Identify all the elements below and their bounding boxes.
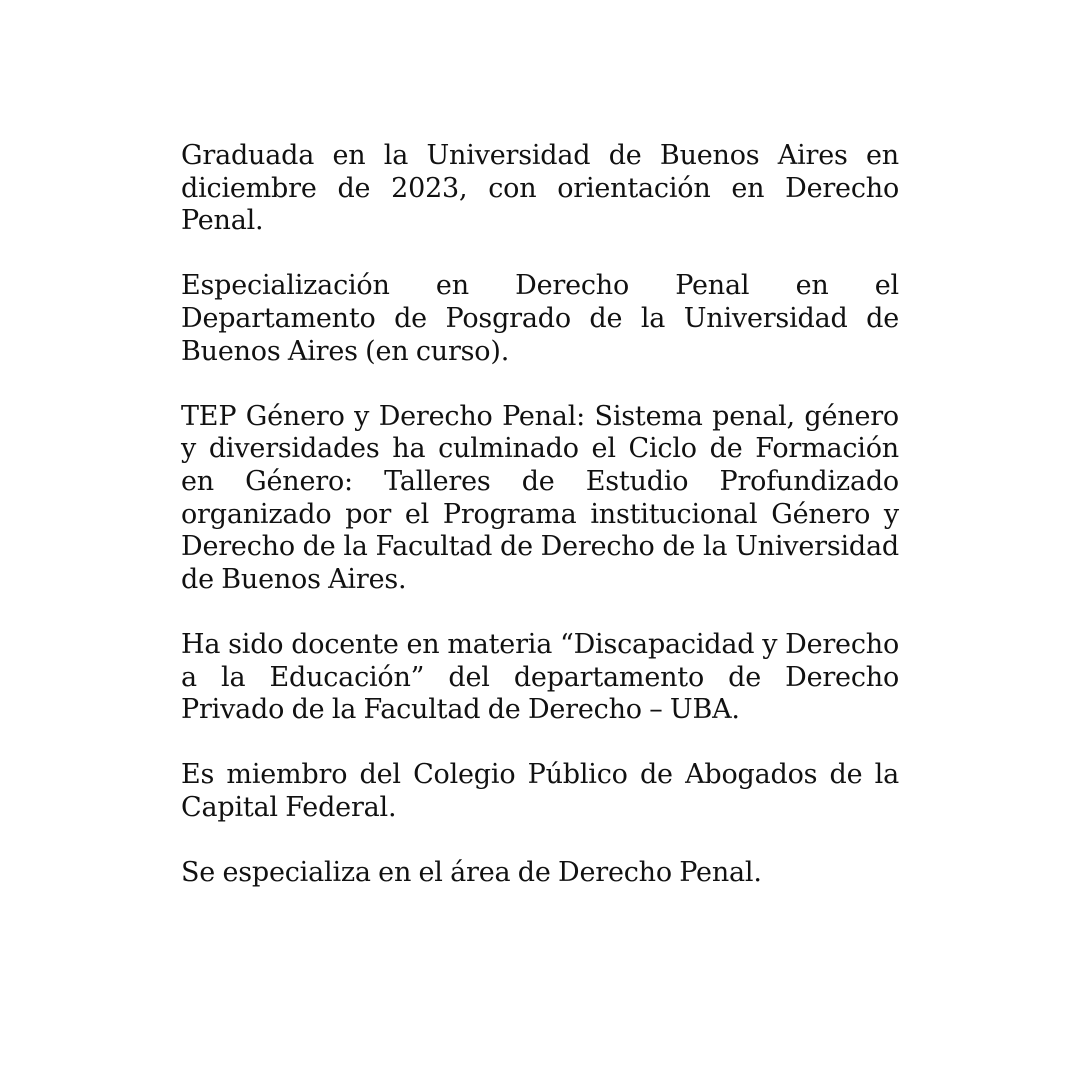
paragraph-bar-membership: Es miembro del Colegio Público de Abogados de la Capital Federal. — [181, 759, 899, 823]
bio-text-block — [181, 140, 899, 890]
paragraph-specialization: Especialización en Derecho Penal en el Departamento de Posgrado de la Universidad de Buenos Aires (en curso). — [181, 270, 899, 367]
paragraph-gender-training: TEP Género y Derecho Penal: Sistema penal, género y diversidades ha culminado el Ciclo de Formación en Género: Talleres de Estudio Profundizado organizado por el Programa institucional Género y Derecho de la Facultad de Derecho de la Universidad de Buenos Aires. — [181, 400, 899, 595]
paragraph-education: Graduada en la Universidad de Buenos Aires en diciembre de 2023, con orientación en Derecho Penal. — [181, 140, 899, 237]
paragraph-teaching: Ha sido docente en materia “Discapacidad y Derecho a la Educación” del departamento de Derecho Privado de la Facultad de Derecho – UBA. — [181, 628, 899, 726]
paragraph-practice-area: Se especializa en el área de Derecho Penal. — [181, 857, 762, 889]
